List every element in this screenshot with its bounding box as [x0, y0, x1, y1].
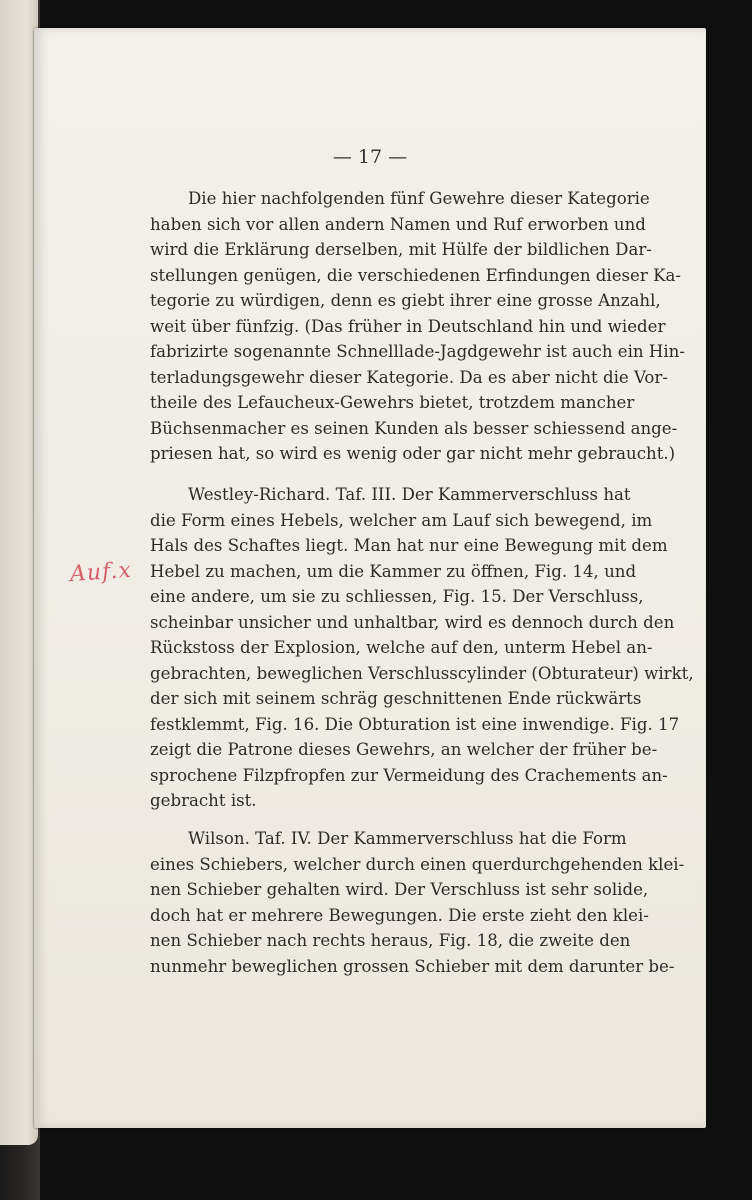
text-line: nen Schieber gehalten wird. Der Verschluss ist sehr solide, [150, 880, 649, 899]
text-line: Büchsenmacher es seinen Kunden als besser schiessend ange- [150, 418, 678, 438]
text-line: terladungsgewehr dieser Kategorie. Da es aber nicht die Vor- [150, 367, 668, 387]
book-page [34, 28, 706, 1128]
text-line: stellungen genügen, die verschiedenen Erfindungen dieser Ka- [150, 265, 681, 285]
text-line: die Form eines Hebels, welcher am Lauf sich bewegend, im [150, 510, 653, 530]
text-line: eine andere, um sie zu schliessen, Fig. 15. Der Verschluss, [150, 587, 644, 606]
paragraph-2 [150, 482, 694, 814]
text-line: scheinbar unsicher und unhaltbar, wird es dennoch durch den [150, 612, 675, 632]
text-line: der sich mit seinem schräg geschnittenen Ende rückwärts [150, 689, 642, 708]
text-line: tegorie zu würdigen, denn es giebt ihrer eine grosse Anzahl, [150, 291, 661, 310]
text-line: nen Schieber nach rechts heraus, Fig. 18, die zweite den [150, 931, 631, 950]
text-line: doch hat er mehrere Bewegungen. Die erste zieht den klei- [150, 905, 649, 925]
text-line: weit über fünfzig. (Das früher in Deutschland hin und wieder [150, 316, 666, 336]
paragraph-3 [150, 826, 685, 979]
text-line: Hebel zu machen, um die Kammer zu öffnen, Fig. 14, und [150, 561, 637, 581]
text-line: eines Schiebers, welcher durch einen querdurchgehenden klei- [150, 854, 685, 874]
text-line: zeigt die Patrone dieses Gewehrs, an welcher der früher be- [150, 740, 658, 759]
text-line: Hals des Schaftes liegt. Man hat nur eine Bewegung mit dem [150, 536, 668, 555]
text-line: fabrizirte sogenannte Schnelllade-Jagdgewehr ist auch ein Hin- [150, 342, 685, 361]
text-line: priesen hat, so wird es wenig oder gar nicht mehr gebraucht.) [150, 444, 676, 463]
text-line: Wilson. Taf. IV. Der Kammerverschluss hat die Form [188, 829, 627, 848]
text-line: gebracht ist. [150, 791, 257, 810]
text-line: wird die Erklärung derselben, mit Hülfe der bildlichen Dar- [150, 240, 652, 259]
text-line: Westley-Richard. Taf. III. Der Kammerverschluss hat [188, 485, 631, 504]
previous-page-edge [0, 0, 38, 1145]
text-line: haben sich vor allen andern Namen und Ruf erworben und [150, 214, 646, 234]
text-line: nunmehr beweglichen grossen Schieber mit dem darunter be- [150, 956, 675, 976]
paragraph-1 [150, 186, 685, 467]
text-line: festklemmt, Fig. 16. Die Obturation ist eine inwendige. Fig. 17 [150, 714, 680, 734]
text-line: Rückstoss der Explosion, welche auf den, unterm Hebel an- [150, 638, 653, 657]
text-line: gebrachten, beweglichen Verschlusscylinder (Obturateur) wirkt, [150, 663, 694, 683]
text-line: sprochene Filzpfropfen zur Vermeidung des Crachements an- [150, 765, 668, 785]
page-number: — 17 — [332, 146, 408, 168]
handwritten-margin-note: Auf.x [69, 557, 133, 588]
text-line: Die hier nachfolgenden fünf Gewehre dieser Kategorie [188, 189, 650, 208]
text-line: theile des Lefaucheux-Gewehrs bietet, trotzdem mancher [150, 393, 635, 412]
